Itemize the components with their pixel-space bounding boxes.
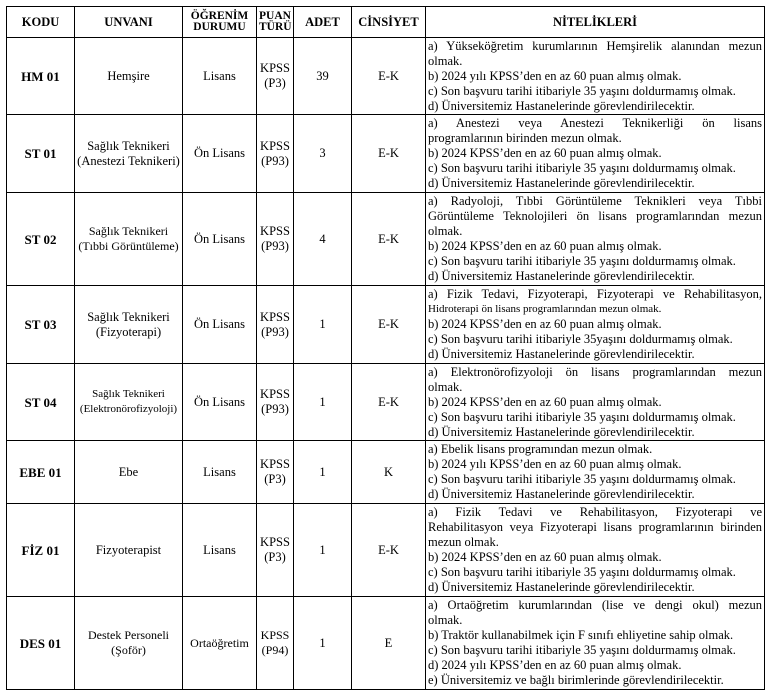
puan-line-1: KPSS <box>260 457 290 471</box>
nitelik-line: b) 2024 KPSS’den en az 60 puan almış olmak. <box>428 317 662 331</box>
nitelik-line: programlarının birinden mezun olmak. <box>428 131 622 145</box>
puan-line-2: (P3) <box>264 472 286 486</box>
nitelik-line: a) Elektronörofizyoloji ön lisans programlarından mezun <box>428 364 762 379</box>
nitelik-line: d) Üniversitemiz Hastanelerinde görevlendirilecektir. <box>428 424 695 439</box>
cell-kodu: ST 02 <box>7 193 75 286</box>
cell-puan <box>257 504 294 597</box>
nitelik-line: b) 2024 KPSS’den en az 60 puan almış olmak. <box>428 550 662 564</box>
nitelik-line: Hidroterapi ön lisans programlarından mezun olmak. <box>428 303 662 315</box>
cell-puan <box>257 364 294 441</box>
nitelik-line: a) Fizik Tedavi, Fizyoterapi, Fizyoterapi ve Rehabilitasyon, <box>428 287 762 301</box>
unvan-line-1: Fizyoterapist <box>95 542 162 557</box>
header-adet: ADET <box>294 7 352 38</box>
cell-cinsiyet: E-K <box>352 193 426 286</box>
cell-puan <box>257 38 294 115</box>
unvan-line-2: (Tıbbi Görüntüleme) <box>78 239 179 253</box>
nitelik-line: b) 2024 KPSS’den en az 60 puan almış olmak. <box>428 146 662 160</box>
cell-ogrenim: Lisans <box>183 504 257 597</box>
table-body <box>7 38 765 690</box>
cell-unvan <box>75 38 183 115</box>
nitelik-line: b) 2024 yılı KPSS’den en az 60 puan almış olmak. <box>428 457 682 471</box>
cell-puan <box>257 441 294 504</box>
nitelik-line: c) Son başvuru tarihi itibariyle 35 yaşını doldurmamış olmak. <box>428 472 736 486</box>
cell-ogrenim: Lisans <box>183 38 257 115</box>
header-puan-1: PUAN <box>259 10 291 22</box>
table-row <box>7 193 765 286</box>
cell-unvan <box>75 364 183 441</box>
cell-cinsiyet: E-K <box>352 364 426 441</box>
cell-kodu: ST 04 <box>7 364 75 441</box>
unvan-line-1: Ebe <box>118 464 139 479</box>
table-row <box>7 286 765 364</box>
cell-cinsiyet: E-K <box>352 504 426 597</box>
cell-adet: 1 <box>294 286 352 364</box>
unvan-line-2: (Anestezi Teknikeri) <box>77 153 180 168</box>
unvan-line-1: Sağlık Teknikeri <box>88 224 169 238</box>
header-unvani: UNVANI <box>75 7 183 38</box>
nitelik-line: d) Üniversitemiz Hastanelerinde görevlendirilecektir. <box>428 487 695 501</box>
unvan-line-2: (Fizyoterapi) <box>95 324 162 339</box>
nitelik-line: d) Üniversitemiz Hastanelerinde görevlendirilecektir. <box>428 347 695 361</box>
cell-puan <box>257 115 294 193</box>
puan-line-1: KPSS <box>260 387 290 401</box>
cell-adet: 1 <box>294 441 352 504</box>
nitelik-line: c) Son başvuru tarihi itibariyle 35 yaşını doldurmamış olmak. <box>428 409 736 424</box>
table-row <box>7 115 765 193</box>
puan-line-1: KPSS <box>260 138 290 153</box>
unvan-line-1: Sağlık Teknikeri <box>87 138 170 153</box>
puan-line-2: (P93) <box>261 239 289 253</box>
nitelik-line: a) Yükseköğretim kurumlarının Hemşirelik alanından mezun <box>428 38 762 53</box>
cell-kodu: FİZ 01 <box>7 504 75 597</box>
nitelik-line: olmak. <box>428 613 463 627</box>
nitelik-line: b) 2024 KPSS’den en az 60 puan almış olmak. <box>428 394 662 409</box>
cell-kodu: DES 01 <box>7 597 75 690</box>
puan-line-1: KPSS <box>260 309 290 324</box>
table-row <box>7 441 765 504</box>
nitelik-line: e) Üniversitemiz ve bağlı birimlerinde görevlendirilecektir. <box>428 673 724 687</box>
cell-kodu: EBE 01 <box>7 441 75 504</box>
table-row <box>7 38 765 115</box>
cell-puan <box>257 597 294 690</box>
cell-nitelikleri <box>426 364 765 441</box>
nitelik-line: c) Son başvuru tarihi itibariyle 35 yaşını doldurmamış olmak. <box>428 643 736 657</box>
unvan-line-2: (Şoför) <box>111 643 146 657</box>
cell-ogrenim: Ön Lisans <box>183 193 257 286</box>
nitelik-line: b) 2024 yılı KPSS’den en az 60 puan almış olmak. <box>428 68 682 83</box>
unvan-line-1: Sağlık Teknikeri <box>92 388 165 400</box>
nitelik-line: d) Üniversitemiz Hastanelerinde görevlendirilecektir. <box>428 580 695 594</box>
puan-line-2: (P94) <box>261 643 289 657</box>
cell-adet: 3 <box>294 115 352 193</box>
cell-unvan <box>75 193 183 286</box>
header-row <box>7 7 765 38</box>
header-puan <box>257 7 294 38</box>
cell-puan <box>257 193 294 286</box>
nitelik-line: a) Anestezi veya Anestezi Teknikerliği ön lisans <box>428 116 762 130</box>
puan-line-2: (P93) <box>261 402 289 416</box>
nitelik-line: olmak. <box>428 53 463 68</box>
table-row <box>7 597 765 690</box>
puan-line-1: KPSS <box>260 535 290 549</box>
nitelik-line: olmak. <box>428 224 463 238</box>
cell-ogrenim: Ön Lisans <box>183 115 257 193</box>
cell-kodu: ST 03 <box>7 286 75 364</box>
puan-line-2: (P93) <box>261 324 289 339</box>
puan-line-1: KPSS <box>260 61 290 75</box>
nitelik-line: d) Üniversitemiz Hastanelerinde görevlendirilecektir. <box>428 98 695 113</box>
header-ogrenim-1: ÖĞRENİM <box>190 10 249 22</box>
nitelik-line: a) Ortaöğretim kurumlarından (lise ve dengi okul) mezun <box>428 598 762 612</box>
nitelik-line: Rehabilitasyon veya Fizyoterapi lisans programlarının birinden <box>428 520 762 534</box>
nitelik-line: b) 2024 KPSS’den en az 60 puan almış olmak. <box>428 239 662 253</box>
nitelik-line: mezun olmak. <box>428 535 499 549</box>
cell-cinsiyet: E-K <box>352 115 426 193</box>
ilan-table <box>6 6 765 690</box>
cell-cinsiyet: E-K <box>352 286 426 364</box>
cell-adet: 4 <box>294 193 352 286</box>
puan-line-2: (P3) <box>264 550 286 564</box>
cell-nitelikleri <box>426 38 765 115</box>
header-nitelikleri: NİTELİKLERİ <box>426 7 765 38</box>
unvan-line-1: Destek Personeli <box>88 628 169 642</box>
unvan-line-1: Sağlık Teknikeri <box>87 309 170 324</box>
cell-ogrenim: Ortaöğretim <box>183 597 257 690</box>
cell-cinsiyet: E <box>352 597 426 690</box>
header-ogrenim <box>183 7 257 38</box>
cell-adet: 1 <box>294 597 352 690</box>
header-ogrenim-2: DURUMU <box>193 21 246 33</box>
cell-ogrenim: Lisans <box>183 441 257 504</box>
header-cinsiyet: CİNSİYET <box>352 7 426 38</box>
nitelik-line: c) Son başvuru tarihi itibariyle 35 yaşını doldurmamış olmak. <box>428 254 736 268</box>
cell-adet: 1 <box>294 504 352 597</box>
unvan-line-1: Hemşire <box>107 68 150 83</box>
header-kodu: KODU <box>7 7 75 38</box>
cell-nitelikleri <box>426 597 765 690</box>
cell-nitelikleri <box>426 441 765 504</box>
nitelik-line: c) Son başvuru tarihi itibariyle 35 yaşını doldurmamış olmak. <box>428 565 736 579</box>
cell-kodu: ST 01 <box>7 115 75 193</box>
nitelik-line: olmak. <box>428 379 463 394</box>
cell-unvan <box>75 597 183 690</box>
cell-nitelikleri <box>426 286 765 364</box>
nitelik-line: a) Ebelik lisans programından mezun olmak. <box>428 442 653 456</box>
nitelik-line: d) Üniversitemiz Hastanelerinde görevlendirilecektir. <box>428 269 695 283</box>
puan-line-1: KPSS <box>260 628 290 642</box>
cell-unvan <box>75 441 183 504</box>
puan-line-1: KPSS <box>260 224 290 238</box>
cell-adet: 39 <box>294 38 352 115</box>
nitelik-line: c) Son başvuru tarihi itibariyle 35 yaşını doldurmamış olmak. <box>428 83 736 98</box>
nitelik-line: d) 2024 yılı KPSS’den en az 60 puan almış olmak. <box>428 658 682 672</box>
puan-line-2: (P3) <box>264 76 286 90</box>
cell-nitelikleri <box>426 193 765 286</box>
cell-ogrenim: Ön Lisans <box>183 286 257 364</box>
puan-line-2: (P93) <box>261 153 289 168</box>
table-row <box>7 364 765 441</box>
cell-unvan <box>75 504 183 597</box>
cell-unvan <box>75 286 183 364</box>
cell-adet: 1 <box>294 364 352 441</box>
table-row <box>7 504 765 597</box>
nitelik-line: c) Son başvuru tarihi itibariyle 35 yaşını doldurmamış olmak. <box>428 161 736 175</box>
cell-ogrenim: Ön Lisans <box>183 364 257 441</box>
cell-cinsiyet: K <box>352 441 426 504</box>
nitelik-line: d) Üniversitemiz Hastanelerinde görevlendirilecektir. <box>428 176 695 190</box>
cell-puan <box>257 286 294 364</box>
cell-kodu: HM 01 <box>7 38 75 115</box>
nitelik-line: Görüntüleme Teknolojileri ön lisans programlarından mezun <box>428 209 762 223</box>
nitelik-line: a) Radyoloji, Tıbbi Görüntüleme Teknikleri veya Tıbbi <box>428 194 762 208</box>
cell-cinsiyet: E-K <box>352 38 426 115</box>
nitelik-line: a) Fizik Tedavi ve Rehabilitasyon, Fizyoterapi ve <box>428 505 762 519</box>
nitelik-line: b) Traktör kullanabilmek için F sınıfı ehliyetine sahip olmak. <box>428 628 734 642</box>
header-puan-2: TÜRÜ <box>259 21 292 33</box>
cell-nitelikleri <box>426 115 765 193</box>
cell-unvan <box>75 115 183 193</box>
cell-nitelikleri <box>426 504 765 597</box>
nitelik-line: c) Son başvuru tarihi itibariyle 35yaşını doldurmamış olmak. <box>428 332 733 346</box>
unvan-line-2: (Elektronörofizyoloji) <box>79 403 178 415</box>
